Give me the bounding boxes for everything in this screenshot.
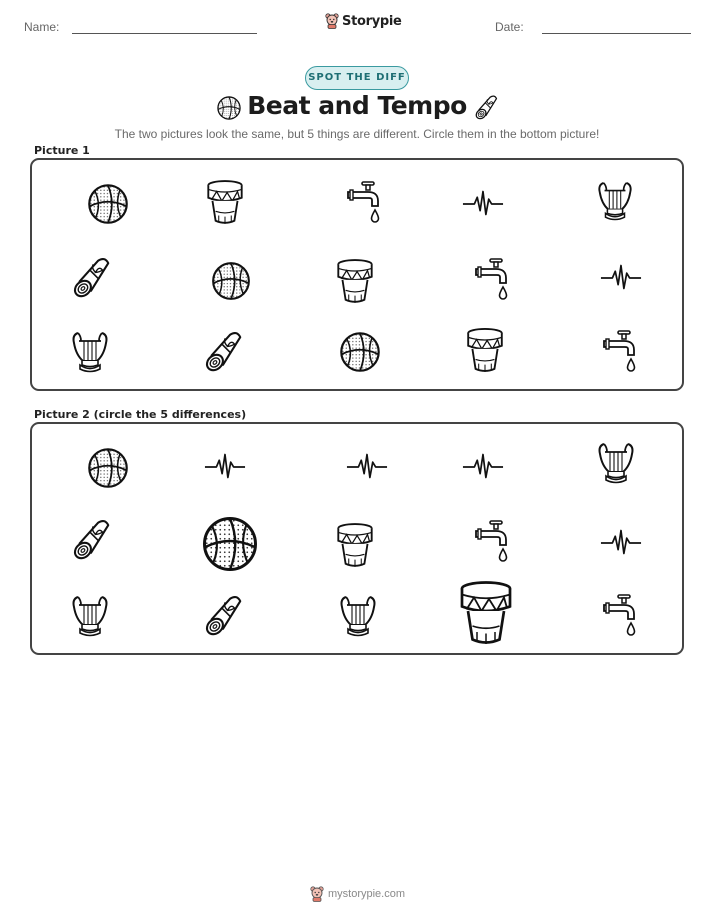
drum-icon <box>204 179 246 227</box>
lyre-icon <box>596 178 634 224</box>
ball-icon[interactable] <box>200 514 260 574</box>
pulse-icon <box>600 261 642 293</box>
page-title: Beat and Tempo <box>247 91 467 120</box>
bear-icon <box>310 886 324 902</box>
picture-1-panel <box>30 158 684 391</box>
ball-icon <box>338 330 382 374</box>
ball-icon <box>216 95 242 121</box>
faucet-icon <box>602 328 642 374</box>
drum-icon <box>464 326 506 376</box>
pulse-icon[interactable] <box>204 450 246 482</box>
picture-2-panel[interactable] <box>30 422 684 655</box>
faucet-icon[interactable] <box>602 592 642 638</box>
faucet-icon <box>474 256 514 302</box>
pulse-icon <box>462 187 504 219</box>
footer-url: mystorypie.com <box>328 888 406 900</box>
name-field[interactable] <box>72 33 257 34</box>
ball-icon[interactable] <box>86 446 130 490</box>
lyre-icon[interactable] <box>70 592 110 640</box>
drum-icon[interactable] <box>456 578 516 650</box>
scroll-icon[interactable] <box>200 592 246 638</box>
bear-icon <box>325 13 339 29</box>
picture-2-label: Picture 2 (circle the 5 differences) <box>34 408 247 421</box>
category-badge: SPOT THE DIFF <box>305 66 409 90</box>
ball-icon <box>86 182 130 226</box>
brand-logo <box>325 13 402 29</box>
lyre-icon[interactable] <box>596 439 636 487</box>
lyre-icon[interactable] <box>338 592 378 640</box>
lyre-icon <box>70 328 110 376</box>
picture-1-label: Picture 1 <box>34 144 90 157</box>
instructions: The two pictures look the same, but 5 things are different. Circle them in the bottom picture! <box>114 127 600 141</box>
pulse-icon[interactable] <box>462 450 504 482</box>
scroll-icon <box>68 254 114 300</box>
pulse-icon[interactable] <box>600 526 642 558</box>
footer <box>310 886 405 902</box>
faucet-icon[interactable] <box>474 518 514 564</box>
faucet-icon <box>346 179 386 225</box>
drum-icon <box>334 258 376 306</box>
brand-name: Storypie <box>342 13 402 29</box>
date-field[interactable] <box>542 33 691 34</box>
scroll-icon[interactable] <box>68 516 114 562</box>
pulse-icon[interactable] <box>346 450 388 482</box>
scroll-icon <box>200 328 246 374</box>
scroll-icon <box>472 93 500 121</box>
ball-icon <box>210 260 252 302</box>
drum-icon[interactable] <box>334 522 376 570</box>
name-label: Name: <box>24 20 60 34</box>
date-label: Date: <box>495 20 524 34</box>
